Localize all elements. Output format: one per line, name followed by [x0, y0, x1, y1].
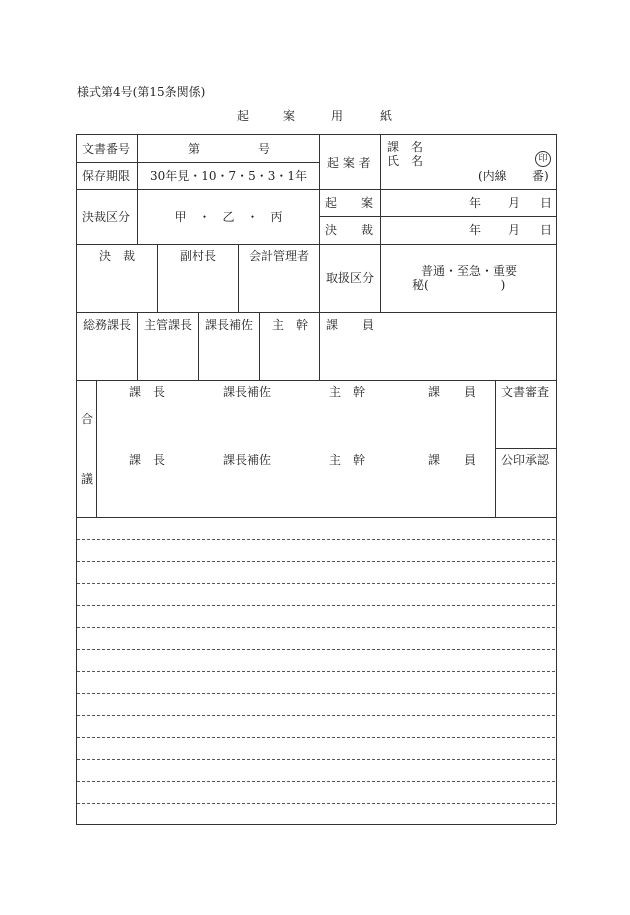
consult-row2-supervisor: 主 幹 — [329, 453, 366, 467]
handling-secret[interactable]: 秘( ) — [412, 278, 506, 292]
decision-class-value[interactable]: 甲 ・ 乙 ・ 丙 — [174, 210, 283, 224]
date-kessai-label: 決 裁 — [325, 223, 374, 237]
drafter-ka-label: 課 名 — [387, 140, 424, 154]
retention-label: 保存期限 — [82, 169, 131, 183]
date-kian-year[interactable]: 年 — [469, 196, 482, 210]
title-char-4: 紙 — [380, 109, 393, 123]
date-kessai-month[interactable]: 月 — [508, 223, 521, 237]
consult-row1-member: 課 員 — [428, 385, 477, 399]
staff-assistant-chief: 課長補佐 — [205, 318, 254, 332]
consult-row1-assistant: 課長補佐 — [223, 385, 272, 399]
memo-area[interactable] — [77, 518, 555, 823]
date-kessai-year[interactable]: 年 — [469, 223, 482, 237]
form-number: 様式第4号(第15条関係) — [77, 85, 206, 99]
title-char-1: 起 — [237, 109, 250, 123]
date-kian-month[interactable]: 月 — [508, 196, 521, 210]
consult-row1-chief: 課 長 — [129, 385, 166, 399]
official-seal-approval-label: 公印承認 — [501, 453, 550, 467]
drafter-label: 起 案 者 — [327, 156, 371, 170]
approver-vice-mayor: 副村長 — [179, 249, 216, 263]
staff-general-affairs-chief: 総務課長 — [83, 318, 132, 332]
title-char-2: 案 — [283, 109, 296, 123]
approver-accounting: 会計管理者 — [248, 249, 309, 263]
consult-char-2: 議 — [81, 472, 94, 486]
consult-row2-chief: 課 長 — [129, 453, 166, 467]
document-review-label: 文書審査 — [501, 385, 550, 399]
doc-number-label: 文書番号 — [82, 142, 131, 156]
staff-supervisor: 主 幹 — [272, 318, 309, 332]
drafter-name-label: 氏 名 — [387, 154, 424, 168]
handling-label: 取扱区分 — [326, 271, 375, 285]
doc-number-dai[interactable]: 第 — [188, 142, 201, 156]
retention-value[interactable]: 30年見・10・7・5・3・1年 — [149, 169, 308, 183]
drafter-extension-open: (内線 — [478, 169, 507, 183]
consult-row2-assistant: 課長補佐 — [223, 453, 272, 467]
date-kessai-day[interactable]: 日 — [540, 223, 553, 237]
staff-managing-chief: 主管課長 — [144, 318, 193, 332]
drafter-extension-close: 番) — [532, 169, 549, 183]
consult-row2-member: 課 員 — [428, 453, 477, 467]
staff-member: 課 員 — [326, 318, 375, 332]
handling-options[interactable]: 普通・至急・重要 — [421, 264, 518, 278]
consult-char-1: 合 — [81, 412, 94, 426]
title-char-3: 用 — [331, 109, 344, 123]
approver-kessai: 決 裁 — [98, 249, 135, 263]
decision-class-label: 決裁区分 — [82, 210, 131, 224]
seal-mark-icon: 印 — [535, 151, 551, 167]
date-kian-label: 起 案 — [325, 196, 374, 210]
consult-row1-supervisor: 主 幹 — [329, 385, 366, 399]
doc-number-go[interactable]: 号 — [258, 142, 271, 156]
date-kian-day[interactable]: 日 — [540, 196, 553, 210]
